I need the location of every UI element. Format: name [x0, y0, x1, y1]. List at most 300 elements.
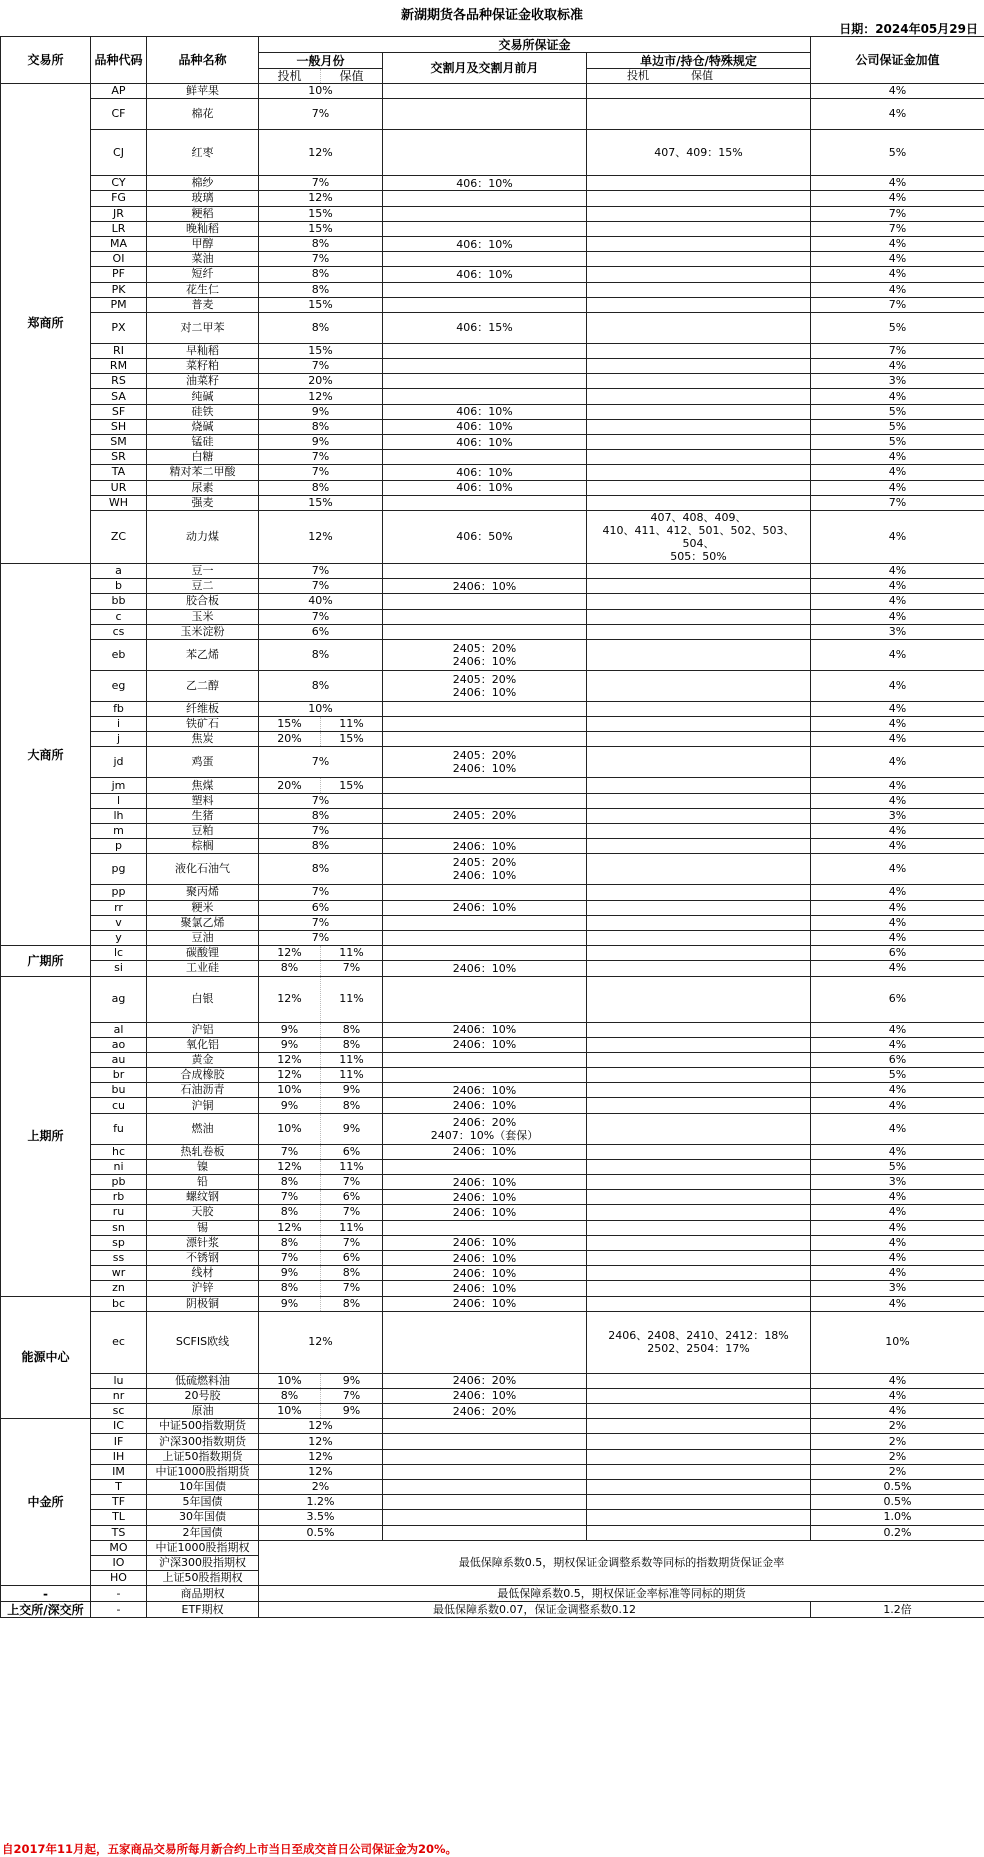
addon-cell: 4% [811, 1250, 984, 1265]
code-cell: SF [91, 404, 147, 419]
name-cell: SCFIS欧线 [147, 1311, 259, 1373]
addon-cell: 4% [811, 389, 984, 404]
code-cell: IC [91, 1419, 147, 1434]
delivery-cell: 2405：20% 2406：10% [383, 747, 587, 778]
table-row [1, 609, 984, 624]
delivery-cell: 2405：20% [383, 808, 587, 823]
hedge-rate-cell: 6% [321, 1190, 383, 1205]
special-cell [587, 717, 811, 732]
table-row [1, 1419, 984, 1434]
delivery-cell [383, 609, 587, 624]
code-cell: RI [91, 343, 147, 358]
table-row [1, 435, 984, 450]
table-row [1, 946, 984, 961]
code-cell: SR [91, 450, 147, 465]
delivery-cell [383, 1495, 587, 1510]
general-rate-cell: 8% [259, 670, 383, 701]
special-cell [587, 480, 811, 495]
general-rate-cell: 20% [259, 374, 383, 389]
code-cell: LR [91, 221, 147, 236]
name-cell: 硅铁 [147, 404, 259, 419]
delivery-cell: 2406：10% [383, 579, 587, 594]
delivery-cell: 406：10% [383, 465, 587, 480]
exchange-cell: 郑商所 [1, 84, 91, 564]
name-cell: 花生仁 [147, 282, 259, 297]
delivery-cell [383, 563, 587, 578]
addon-cell: 7% [811, 343, 984, 358]
spec-rate-cell: 8% [259, 1175, 321, 1190]
name-cell: 白银 [147, 976, 259, 1022]
name-cell: ETF期权 [147, 1602, 259, 1618]
code-cell: PK [91, 282, 147, 297]
hedge-rate-cell: 6% [321, 1250, 383, 1265]
hedge-rate-cell: 9% [321, 1373, 383, 1388]
special-cell [587, 946, 811, 961]
addon-cell: 5% [811, 419, 984, 434]
name-cell: 液化石油气 [147, 854, 259, 885]
addon-cell: 4% [811, 176, 984, 191]
delivery-cell: 2406：10% [383, 1235, 587, 1250]
delivery-cell [383, 130, 587, 176]
delivery-cell [383, 1419, 587, 1434]
delivery-cell [383, 282, 587, 297]
name-cell: 20号胶 [147, 1388, 259, 1403]
code-cell: eg [91, 670, 147, 701]
code-cell: j [91, 732, 147, 747]
code-cell: l [91, 793, 147, 808]
code-cell: br [91, 1068, 147, 1083]
table-row [1, 1205, 984, 1220]
general-rate-cell: 12% [259, 191, 383, 206]
special-cell [587, 778, 811, 793]
delivery-cell [383, 778, 587, 793]
delivery-cell [383, 495, 587, 510]
addon-cell: 4% [811, 824, 984, 839]
name-cell: 锡 [147, 1220, 259, 1235]
table-row [1, 1266, 984, 1281]
special-cell [587, 1525, 811, 1540]
header-exchange-margin: 交易所保证金 [259, 37, 811, 53]
table-row [1, 1083, 984, 1098]
special-cell [587, 1373, 811, 1388]
header-company-addon: 公司保证金加值 [811, 37, 984, 84]
hedge-rate-cell: 11% [321, 1052, 383, 1067]
exchange-cell: 中金所 [1, 1419, 91, 1586]
addon-cell: 4% [811, 1113, 984, 1144]
table-row [1, 1068, 984, 1083]
special-cell [587, 732, 811, 747]
code-cell: sp [91, 1235, 147, 1250]
addon-cell: 4% [811, 359, 984, 374]
addon-cell: 4% [811, 1037, 984, 1052]
header-code: 品种代码 [91, 37, 147, 84]
hedge-rate-cell: 8% [321, 1098, 383, 1113]
general-rate-cell: 8% [259, 480, 383, 495]
code-cell: rr [91, 900, 147, 915]
name-cell: 精对苯二甲酸 [147, 465, 259, 480]
table-row [1, 624, 984, 639]
name-cell: 氧化铝 [147, 1037, 259, 1052]
table-row [1, 1037, 984, 1052]
delivery-cell: 2406：10% [383, 1388, 587, 1403]
table-row [1, 1235, 984, 1250]
addon-cell: 4% [811, 639, 984, 670]
code-cell: CJ [91, 130, 147, 176]
special-cell [587, 312, 811, 343]
table-row [1, 359, 984, 374]
name-cell: 玻璃 [147, 191, 259, 206]
table-row [1, 1404, 984, 1419]
exchange-cell: 上期所 [1, 976, 91, 1296]
addon-cell: 6% [811, 976, 984, 1022]
spec-rate-cell: 7% [259, 1144, 321, 1159]
table-row [1, 824, 984, 839]
special-cell [587, 389, 811, 404]
name-cell: 铅 [147, 1175, 259, 1190]
table-row [1, 930, 984, 945]
general-rate-cell: 8% [259, 639, 383, 670]
addon-cell: 7% [811, 206, 984, 221]
delivery-cell: 406：10% [383, 404, 587, 419]
addon-cell: 4% [811, 84, 984, 99]
hedge-rate-cell: 11% [321, 1159, 383, 1174]
name-cell: 聚丙烯 [147, 885, 259, 900]
hedge-rate-cell: 11% [321, 1068, 383, 1083]
hedge-rate-cell: 7% [321, 1388, 383, 1403]
addon-cell: 4% [811, 594, 984, 609]
name-cell: 黄金 [147, 1052, 259, 1067]
code-cell: TF [91, 1495, 147, 1510]
name-cell: 螺纹钢 [147, 1190, 259, 1205]
delivery-cell [383, 252, 587, 267]
addon-cell: 4% [811, 191, 984, 206]
name-cell: 锰硅 [147, 435, 259, 450]
delivery-cell [383, 1434, 587, 1449]
delivery-cell [383, 1068, 587, 1083]
name-cell: 豆二 [147, 579, 259, 594]
code-cell: PX [91, 312, 147, 343]
code-cell: c [91, 609, 147, 624]
code-cell: v [91, 915, 147, 930]
table-row [1, 1449, 984, 1464]
delivery-cell: 406：15% [383, 312, 587, 343]
addon-cell: 1.2倍 [811, 1602, 984, 1618]
code-cell: SH [91, 419, 147, 434]
code-cell: pb [91, 1175, 147, 1190]
general-rate-cell: 9% [259, 435, 383, 450]
header-special: 单边市/持仓/特殊规定 [587, 53, 811, 69]
delivery-cell: 406：10% [383, 176, 587, 191]
addon-cell: 3% [811, 1175, 984, 1190]
code-cell: - [91, 1586, 147, 1602]
table-row [1, 176, 984, 191]
code-cell: IO [91, 1555, 147, 1570]
addon-cell: 4% [811, 1296, 984, 1311]
special-cell [587, 1266, 811, 1281]
name-cell: 强麦 [147, 495, 259, 510]
table-row [1, 778, 984, 793]
spec-rate-cell: 12% [259, 946, 321, 961]
header-exchange: 交易所 [1, 37, 91, 84]
special-cell [587, 495, 811, 510]
delivery-cell [383, 824, 587, 839]
table-row [1, 480, 984, 495]
name-cell: 不锈钢 [147, 1250, 259, 1265]
addon-cell: 4% [811, 1205, 984, 1220]
addon-cell: 4% [811, 1083, 984, 1098]
code-cell: HO [91, 1571, 147, 1586]
code-cell: lh [91, 808, 147, 823]
name-cell: 上证50指数期货 [147, 1449, 259, 1464]
addon-cell: 4% [811, 1098, 984, 1113]
delivery-cell: 2405：20% 2406：10% [383, 670, 587, 701]
code-cell: m [91, 824, 147, 839]
special-cell [587, 839, 811, 854]
addon-cell: 5% [811, 435, 984, 450]
special-cell [587, 930, 811, 945]
table-row [1, 495, 984, 510]
special-cell [587, 1098, 811, 1113]
code-cell: PM [91, 297, 147, 312]
header-hedge2: 保值 [690, 69, 713, 82]
name-cell: 聚氯乙烯 [147, 915, 259, 930]
delivery-cell: 2406：10% [383, 1037, 587, 1052]
delivery-cell [383, 343, 587, 358]
name-cell: 豆一 [147, 563, 259, 578]
name-cell: 焦煤 [147, 778, 259, 793]
addon-cell: 4% [811, 915, 984, 930]
addon-cell: 3% [811, 624, 984, 639]
general-rate-cell: 15% [259, 343, 383, 358]
name-cell: 石油沥青 [147, 1083, 259, 1098]
code-cell: jd [91, 747, 147, 778]
name-cell: 沪铝 [147, 1022, 259, 1037]
name-cell: 对二甲苯 [147, 312, 259, 343]
code-cell: bu [91, 1083, 147, 1098]
addon-cell: 4% [811, 1144, 984, 1159]
special-cell [587, 854, 811, 885]
addon-cell: 4% [811, 450, 984, 465]
table-row [1, 885, 984, 900]
delivery-cell [383, 206, 587, 221]
code-cell: WH [91, 495, 147, 510]
table-row [1, 1175, 984, 1190]
hedge-rate-cell: 11% [321, 717, 383, 732]
report-date: 日期：2024年05月29日 [839, 22, 978, 36]
delivery-cell [383, 1311, 587, 1373]
general-rate-cell: 6% [259, 624, 383, 639]
special-cell [587, 824, 811, 839]
name-cell: 30年国债 [147, 1510, 259, 1525]
name-cell: 漂针浆 [147, 1235, 259, 1250]
spec-rate-cell: 9% [259, 1296, 321, 1311]
header-hedge: 保值 [321, 69, 383, 84]
addon-cell: 4% [811, 99, 984, 130]
special-cell [587, 670, 811, 701]
delivery-cell: 2406：20% 2407：10%（套保） [383, 1113, 587, 1144]
addon-cell: 4% [811, 1190, 984, 1205]
table-row [1, 839, 984, 854]
special-cell [587, 1495, 811, 1510]
addon-cell: 5% [811, 1068, 984, 1083]
addon-cell: 4% [811, 839, 984, 854]
addon-cell: 7% [811, 297, 984, 312]
name-cell: 动力煤 [147, 510, 259, 563]
delivery-cell: 2406：10% [383, 1281, 587, 1296]
spec-rate-cell: 12% [259, 976, 321, 1022]
code-cell: FG [91, 191, 147, 206]
general-rate-cell: 12% [259, 1464, 383, 1479]
delivery-cell: 2406：10% [383, 1022, 587, 1037]
code-cell: SA [91, 389, 147, 404]
code-cell: b [91, 579, 147, 594]
name-cell: 铁矿石 [147, 717, 259, 732]
delivery-cell: 406：10% [383, 419, 587, 434]
general-rate-cell: 15% [259, 297, 383, 312]
hedge-rate-cell: 15% [321, 778, 383, 793]
addon-cell: 6% [811, 946, 984, 961]
general-rate-cell: 6% [259, 900, 383, 915]
addon-cell: 4% [811, 465, 984, 480]
page-title: 新湖期货各品种保证金收取标准 [400, 8, 583, 23]
code-cell: wr [91, 1266, 147, 1281]
delivery-cell: 2406：10% [383, 1175, 587, 1190]
delivery-cell: 2406：10% [383, 1190, 587, 1205]
general-rate-cell: 2% [259, 1480, 383, 1495]
code-cell: fu [91, 1113, 147, 1144]
name-cell: 尿素 [147, 480, 259, 495]
delivery-cell: 2406：10% [383, 1083, 587, 1098]
general-rate-cell: 7% [259, 793, 383, 808]
code-cell: pg [91, 854, 147, 885]
footer-note: 自2017年11月起，五家商品交易所每月新合约上市当日至成交首日公司保证金为20%。 [2, 1842, 458, 1856]
delivery-cell: 2406：10% [383, 1250, 587, 1265]
special-cell [587, 191, 811, 206]
delivery-cell [383, 885, 587, 900]
name-cell: 乙二醇 [147, 670, 259, 701]
general-rate-cell: 12% [259, 1311, 383, 1373]
general-rate-cell: 7% [259, 609, 383, 624]
spec-rate-cell: 10% [259, 1373, 321, 1388]
name-cell: 苯乙烯 [147, 639, 259, 670]
table-row [1, 1495, 984, 1510]
special-cell [587, 1404, 811, 1419]
special-cell [587, 747, 811, 778]
spec-rate-cell: 20% [259, 732, 321, 747]
special-cell [587, 1144, 811, 1159]
table-row [1, 1159, 984, 1174]
addon-cell: 0.5% [811, 1495, 984, 1510]
special-cell [587, 915, 811, 930]
table-row [1, 99, 984, 130]
special-cell [587, 1068, 811, 1083]
delivery-cell: 2406：10% [383, 900, 587, 915]
name-cell: 菜油 [147, 252, 259, 267]
table-row [1, 1434, 984, 1449]
name-cell: 碳酸锂 [147, 946, 259, 961]
special-cell [587, 99, 811, 130]
special-cell [587, 404, 811, 419]
table-row [1, 374, 984, 389]
special-cell [587, 976, 811, 1022]
hedge-rate-cell: 8% [321, 1022, 383, 1037]
addon-cell: 3% [811, 808, 984, 823]
name-cell: 红枣 [147, 130, 259, 176]
addon-cell: 4% [811, 1266, 984, 1281]
spec-rate-cell: 8% [259, 1205, 321, 1220]
delivery-cell [383, 732, 587, 747]
table-row [1, 343, 984, 358]
table-row [1, 915, 984, 930]
special-cell [587, 1190, 811, 1205]
code-cell: al [91, 1022, 147, 1037]
addon-cell: 4% [811, 1388, 984, 1403]
spec-rate-cell: 12% [259, 1052, 321, 1067]
name-cell: 中证500指数期货 [147, 1419, 259, 1434]
delivery-cell [383, 1510, 587, 1525]
special-cell [587, 236, 811, 251]
table-row [1, 579, 984, 594]
special-cell [587, 1419, 811, 1434]
special-cell [587, 374, 811, 389]
spec-rate-cell: 7% [259, 1250, 321, 1265]
name-cell: 镍 [147, 1159, 259, 1174]
table-row [1, 976, 984, 1022]
delivery-cell [383, 99, 587, 130]
header-spec: 投机 [259, 69, 321, 84]
code-cell: bc [91, 1296, 147, 1311]
addon-cell: 4% [811, 885, 984, 900]
general-rate-cell: 7% [259, 450, 383, 465]
delivery-cell: 406：10% [383, 435, 587, 450]
addon-cell: 4% [811, 1373, 984, 1388]
special-cell [587, 1052, 811, 1067]
exchange-cell: 大商所 [1, 563, 91, 945]
special-cell [587, 1235, 811, 1250]
spec-rate-cell: 15% [259, 717, 321, 732]
table-row [1, 1144, 984, 1159]
table-row [1, 808, 984, 823]
name-cell: 白糖 [147, 450, 259, 465]
special-cell [587, 639, 811, 670]
special-cell [587, 1388, 811, 1403]
name-cell: 晚籼稻 [147, 221, 259, 236]
name-cell: 粳稻 [147, 206, 259, 221]
code-cell: sc [91, 1404, 147, 1419]
special-cell [587, 267, 811, 282]
table-row [1, 1586, 984, 1602]
name-cell: 纤维板 [147, 701, 259, 716]
addon-cell: 3% [811, 1281, 984, 1296]
delivery-cell: 2406：10% [383, 1098, 587, 1113]
hedge-rate-cell: 7% [321, 1281, 383, 1296]
table-row [1, 282, 984, 297]
code-cell: TL [91, 1510, 147, 1525]
special-cell [587, 1220, 811, 1235]
spec-rate-cell: 20% [259, 778, 321, 793]
code-cell: hc [91, 1144, 147, 1159]
name-cell: 合成橡胶 [147, 1068, 259, 1083]
name-cell: 10年国债 [147, 1480, 259, 1495]
table-row [1, 594, 984, 609]
code-cell: ao [91, 1037, 147, 1052]
code-cell: fb [91, 701, 147, 716]
special-cell [587, 221, 811, 236]
general-rate-cell: 7% [259, 176, 383, 191]
hedge-rate-cell: 9% [321, 1083, 383, 1098]
special-cell [587, 594, 811, 609]
general-rate-cell: 15% [259, 206, 383, 221]
